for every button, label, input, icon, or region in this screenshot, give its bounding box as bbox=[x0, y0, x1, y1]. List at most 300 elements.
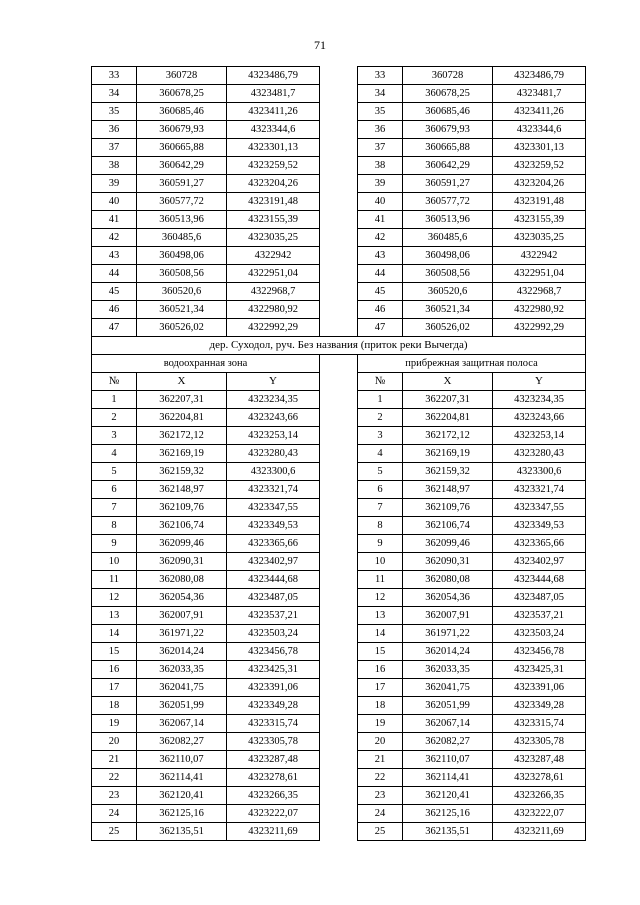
right-y-coordinate: 4323503,24 bbox=[493, 625, 586, 643]
column-gap bbox=[320, 517, 358, 535]
left-y-coordinate: 4323266,35 bbox=[227, 787, 320, 805]
column-gap bbox=[320, 427, 358, 445]
header-number: № bbox=[92, 373, 137, 391]
right-x-coordinate: 362114,41 bbox=[403, 769, 493, 787]
right-point-number: 17 bbox=[358, 679, 403, 697]
left-point-number: 16 bbox=[92, 661, 137, 679]
left-point-number: 40 bbox=[92, 193, 137, 211]
left-point-number: 39 bbox=[92, 175, 137, 193]
left-y-coordinate: 4323344,6 bbox=[227, 121, 320, 139]
left-zone-title: водоохранная зона bbox=[92, 355, 320, 373]
right-point-number: 41 bbox=[358, 211, 403, 229]
left-point-number: 1 bbox=[92, 391, 137, 409]
right-x-coordinate: 362082,27 bbox=[403, 733, 493, 751]
left-x-coordinate: 362110,07 bbox=[137, 751, 227, 769]
left-point-number: 15 bbox=[92, 643, 137, 661]
right-x-coordinate: 360591,27 bbox=[403, 175, 493, 193]
table-row bbox=[92, 787, 586, 805]
right-x-coordinate: 360521,34 bbox=[403, 301, 493, 319]
right-y-coordinate: 4322980,92 bbox=[493, 301, 586, 319]
left-x-coordinate: 362135,51 bbox=[137, 823, 227, 841]
left-y-coordinate: 4323349,28 bbox=[227, 697, 320, 715]
right-y-coordinate: 4323259,52 bbox=[493, 157, 586, 175]
right-y-coordinate: 4323315,74 bbox=[493, 715, 586, 733]
right-point-number: 1 bbox=[358, 391, 403, 409]
right-x-coordinate: 360508,56 bbox=[403, 265, 493, 283]
header-x: X bbox=[137, 373, 227, 391]
left-y-coordinate: 4323425,31 bbox=[227, 661, 320, 679]
right-point-number: 38 bbox=[358, 157, 403, 175]
page-number: 71 bbox=[314, 38, 326, 52]
right-x-coordinate: 362120,41 bbox=[403, 787, 493, 805]
right-y-coordinate: 4323305,78 bbox=[493, 733, 586, 751]
table-row bbox=[92, 625, 586, 643]
right-point-number: 35 bbox=[358, 103, 403, 121]
right-point-number: 18 bbox=[358, 697, 403, 715]
right-y-coordinate: 4323444,68 bbox=[493, 571, 586, 589]
right-y-coordinate: 4323204,26 bbox=[493, 175, 586, 193]
right-y-coordinate: 4323344,6 bbox=[493, 121, 586, 139]
left-x-coordinate: 360642,29 bbox=[137, 157, 227, 175]
left-x-coordinate: 362120,41 bbox=[137, 787, 227, 805]
column-gap bbox=[320, 571, 358, 589]
left-y-coordinate: 4323537,21 bbox=[227, 607, 320, 625]
left-y-coordinate: 4323481,7 bbox=[227, 85, 320, 103]
table-row bbox=[92, 463, 586, 481]
column-gap bbox=[320, 355, 358, 373]
left-y-coordinate: 4323301,13 bbox=[227, 139, 320, 157]
left-x-coordinate: 362007,91 bbox=[137, 607, 227, 625]
header-y: Y bbox=[227, 373, 320, 391]
left-point-number: 7 bbox=[92, 499, 137, 517]
left-x-coordinate: 362169,19 bbox=[137, 445, 227, 463]
right-y-coordinate: 4323191,48 bbox=[493, 193, 586, 211]
right-x-coordinate: 360485,6 bbox=[403, 229, 493, 247]
table-row bbox=[92, 769, 586, 787]
left-point-number: 35 bbox=[92, 103, 137, 121]
left-y-coordinate: 4323155,39 bbox=[227, 211, 320, 229]
left-x-coordinate: 362082,27 bbox=[137, 733, 227, 751]
right-point-number: 15 bbox=[358, 643, 403, 661]
left-x-coordinate: 362204,81 bbox=[137, 409, 227, 427]
table-row bbox=[92, 751, 586, 769]
left-y-coordinate: 4323444,68 bbox=[227, 571, 320, 589]
column-gap bbox=[320, 535, 358, 553]
right-x-coordinate: 360498,06 bbox=[403, 247, 493, 265]
left-y-coordinate: 4323503,24 bbox=[227, 625, 320, 643]
table-row bbox=[92, 679, 586, 697]
right-y-coordinate: 4323425,31 bbox=[493, 661, 586, 679]
table-row bbox=[92, 409, 586, 427]
table-row bbox=[92, 535, 586, 553]
column-gap bbox=[320, 805, 358, 823]
left-y-coordinate: 4323365,66 bbox=[227, 535, 320, 553]
column-gap bbox=[320, 103, 358, 121]
column-gap bbox=[320, 157, 358, 175]
table-row bbox=[92, 823, 586, 841]
right-x-coordinate: 362080,08 bbox=[403, 571, 493, 589]
left-y-coordinate: 4323402,97 bbox=[227, 553, 320, 571]
column-gap bbox=[320, 391, 358, 409]
left-x-coordinate: 362159,32 bbox=[137, 463, 227, 481]
left-y-coordinate: 4323211,69 bbox=[227, 823, 320, 841]
table-row bbox=[92, 715, 586, 733]
left-point-number: 6 bbox=[92, 481, 137, 499]
right-x-coordinate: 362054,36 bbox=[403, 589, 493, 607]
right-y-coordinate: 4323280,43 bbox=[493, 445, 586, 463]
left-y-coordinate: 4323278,61 bbox=[227, 769, 320, 787]
table-row bbox=[92, 481, 586, 499]
right-x-coordinate: 362207,31 bbox=[403, 391, 493, 409]
right-x-coordinate: 360685,46 bbox=[403, 103, 493, 121]
left-point-number: 20 bbox=[92, 733, 137, 751]
table-row bbox=[92, 427, 586, 445]
left-x-coordinate: 362148,97 bbox=[137, 481, 227, 499]
left-point-number: 18 bbox=[92, 697, 137, 715]
left-x-coordinate: 362033,35 bbox=[137, 661, 227, 679]
left-point-number: 4 bbox=[92, 445, 137, 463]
right-x-coordinate: 360520,6 bbox=[403, 283, 493, 301]
right-x-coordinate: 362033,35 bbox=[403, 661, 493, 679]
right-y-coordinate: 4323481,7 bbox=[493, 85, 586, 103]
left-point-number: 37 bbox=[92, 139, 137, 157]
table-row bbox=[92, 175, 586, 193]
left-y-coordinate: 4323280,43 bbox=[227, 445, 320, 463]
right-y-coordinate: 4323537,21 bbox=[493, 607, 586, 625]
right-x-coordinate: 362051,99 bbox=[403, 697, 493, 715]
right-point-number: 24 bbox=[358, 805, 403, 823]
left-point-number: 14 bbox=[92, 625, 137, 643]
right-x-coordinate: 362125,16 bbox=[403, 805, 493, 823]
left-x-coordinate: 360485,6 bbox=[137, 229, 227, 247]
left-point-number: 9 bbox=[92, 535, 137, 553]
left-point-number: 47 bbox=[92, 319, 137, 337]
right-point-number: 14 bbox=[358, 625, 403, 643]
right-point-number: 40 bbox=[358, 193, 403, 211]
column-gap bbox=[320, 679, 358, 697]
left-x-coordinate: 360508,56 bbox=[137, 265, 227, 283]
right-x-coordinate: 362067,14 bbox=[403, 715, 493, 733]
column-gap bbox=[320, 229, 358, 247]
left-point-number: 33 bbox=[92, 67, 137, 85]
table-row bbox=[92, 211, 586, 229]
right-point-number: 25 bbox=[358, 823, 403, 841]
column-gap bbox=[320, 697, 358, 715]
right-y-coordinate: 4323349,28 bbox=[493, 697, 586, 715]
right-point-number: 16 bbox=[358, 661, 403, 679]
left-x-coordinate: 362114,41 bbox=[137, 769, 227, 787]
column-gap bbox=[320, 247, 358, 265]
left-point-number: 44 bbox=[92, 265, 137, 283]
right-point-number: 34 bbox=[358, 85, 403, 103]
left-y-coordinate: 4323259,52 bbox=[227, 157, 320, 175]
table-row bbox=[92, 67, 586, 85]
left-point-number: 36 bbox=[92, 121, 137, 139]
left-x-coordinate: 362172,12 bbox=[137, 427, 227, 445]
table-row bbox=[92, 733, 586, 751]
table-row bbox=[92, 499, 586, 517]
right-x-coordinate: 362135,51 bbox=[403, 823, 493, 841]
table-row bbox=[92, 445, 586, 463]
right-point-number: 6 bbox=[358, 481, 403, 499]
left-x-coordinate: 362054,36 bbox=[137, 589, 227, 607]
left-point-number: 46 bbox=[92, 301, 137, 319]
right-x-coordinate: 360728 bbox=[403, 67, 493, 85]
left-y-coordinate: 4323349,53 bbox=[227, 517, 320, 535]
right-y-coordinate: 4323321,74 bbox=[493, 481, 586, 499]
left-point-number: 13 bbox=[92, 607, 137, 625]
column-gap bbox=[320, 589, 358, 607]
left-y-coordinate: 4323234,35 bbox=[227, 391, 320, 409]
left-x-coordinate: 360520,6 bbox=[137, 283, 227, 301]
column-gap bbox=[320, 769, 358, 787]
header-y: Y bbox=[493, 373, 586, 391]
table-row bbox=[92, 391, 586, 409]
left-x-coordinate: 360521,34 bbox=[137, 301, 227, 319]
right-x-coordinate: 362041,75 bbox=[403, 679, 493, 697]
right-x-coordinate: 362159,32 bbox=[403, 463, 493, 481]
right-x-coordinate: 362169,19 bbox=[403, 445, 493, 463]
right-x-coordinate: 360526,02 bbox=[403, 319, 493, 337]
left-point-number: 43 bbox=[92, 247, 137, 265]
right-point-number: 37 bbox=[358, 139, 403, 157]
column-gap bbox=[320, 319, 358, 337]
left-x-coordinate: 360728 bbox=[137, 67, 227, 85]
left-x-coordinate: 360577,72 bbox=[137, 193, 227, 211]
section-header bbox=[92, 337, 586, 391]
section-rows bbox=[92, 391, 586, 841]
right-y-coordinate: 4323211,69 bbox=[493, 823, 586, 841]
right-point-number: 8 bbox=[358, 517, 403, 535]
left-point-number: 11 bbox=[92, 571, 137, 589]
column-gap bbox=[320, 499, 358, 517]
right-y-coordinate: 4323300,6 bbox=[493, 463, 586, 481]
left-y-coordinate: 4323287,48 bbox=[227, 751, 320, 769]
left-y-coordinate: 4323321,74 bbox=[227, 481, 320, 499]
right-y-coordinate: 4323301,13 bbox=[493, 139, 586, 157]
right-y-coordinate: 4323243,66 bbox=[493, 409, 586, 427]
right-x-coordinate: 360513,96 bbox=[403, 211, 493, 229]
column-gap bbox=[320, 265, 358, 283]
right-point-number: 5 bbox=[358, 463, 403, 481]
right-point-number: 43 bbox=[358, 247, 403, 265]
left-point-number: 17 bbox=[92, 679, 137, 697]
column-gap bbox=[320, 463, 358, 481]
right-point-number: 45 bbox=[358, 283, 403, 301]
left-y-coordinate: 4322942 bbox=[227, 247, 320, 265]
column-gap bbox=[320, 643, 358, 661]
left-x-coordinate: 360498,06 bbox=[137, 247, 227, 265]
right-x-coordinate: 362007,91 bbox=[403, 607, 493, 625]
right-y-coordinate: 4323391,06 bbox=[493, 679, 586, 697]
left-y-coordinate: 4323300,6 bbox=[227, 463, 320, 481]
left-point-number: 38 bbox=[92, 157, 137, 175]
left-y-coordinate: 4323411,26 bbox=[227, 103, 320, 121]
right-x-coordinate: 362099,46 bbox=[403, 535, 493, 553]
right-y-coordinate: 4322968,7 bbox=[493, 283, 586, 301]
left-x-coordinate: 360526,02 bbox=[137, 319, 227, 337]
left-x-coordinate: 362014,24 bbox=[137, 643, 227, 661]
column-gap bbox=[320, 751, 358, 769]
column-gap bbox=[320, 787, 358, 805]
right-y-coordinate: 4323349,53 bbox=[493, 517, 586, 535]
left-point-number: 5 bbox=[92, 463, 137, 481]
right-point-number: 23 bbox=[358, 787, 403, 805]
right-x-coordinate: 360665,88 bbox=[403, 139, 493, 157]
column-gap bbox=[320, 553, 358, 571]
table-row bbox=[92, 85, 586, 103]
left-x-coordinate: 362041,75 bbox=[137, 679, 227, 697]
right-x-coordinate: 362110,07 bbox=[403, 751, 493, 769]
left-y-coordinate: 4323487,05 bbox=[227, 589, 320, 607]
left-x-coordinate: 362125,16 bbox=[137, 805, 227, 823]
right-y-coordinate: 4323253,14 bbox=[493, 427, 586, 445]
section-title: дер. Суходол, руч. Без названия (приток реки Вычегда) bbox=[92, 337, 586, 355]
left-x-coordinate: 362090,31 bbox=[137, 553, 227, 571]
right-y-coordinate: 4323411,26 bbox=[493, 103, 586, 121]
column-gap bbox=[320, 373, 358, 391]
column-gap bbox=[320, 283, 358, 301]
right-y-coordinate: 4323456,78 bbox=[493, 643, 586, 661]
right-y-coordinate: 4323278,61 bbox=[493, 769, 586, 787]
column-gap bbox=[320, 733, 358, 751]
right-point-number: 11 bbox=[358, 571, 403, 589]
left-x-coordinate: 360591,27 bbox=[137, 175, 227, 193]
column-gap bbox=[320, 175, 358, 193]
left-y-coordinate: 4323347,55 bbox=[227, 499, 320, 517]
right-x-coordinate: 362090,31 bbox=[403, 553, 493, 571]
right-y-coordinate: 4323347,55 bbox=[493, 499, 586, 517]
left-y-coordinate: 4323035,25 bbox=[227, 229, 320, 247]
left-y-coordinate: 4323191,48 bbox=[227, 193, 320, 211]
left-x-coordinate: 362106,74 bbox=[137, 517, 227, 535]
table-row bbox=[92, 553, 586, 571]
left-x-coordinate: 360685,46 bbox=[137, 103, 227, 121]
column-gap bbox=[320, 661, 358, 679]
column-gap bbox=[320, 67, 358, 85]
right-point-number: 4 bbox=[358, 445, 403, 463]
right-x-coordinate: 362014,24 bbox=[403, 643, 493, 661]
left-x-coordinate: 362109,76 bbox=[137, 499, 227, 517]
left-point-number: 22 bbox=[92, 769, 137, 787]
table-row bbox=[92, 607, 586, 625]
right-point-number: 33 bbox=[358, 67, 403, 85]
right-x-coordinate: 362109,76 bbox=[403, 499, 493, 517]
table-row bbox=[92, 661, 586, 679]
right-point-number: 2 bbox=[358, 409, 403, 427]
table-row bbox=[92, 157, 586, 175]
left-x-coordinate: 360678,25 bbox=[137, 85, 227, 103]
table-row bbox=[92, 643, 586, 661]
right-point-number: 46 bbox=[358, 301, 403, 319]
table-row bbox=[92, 265, 586, 283]
column-gap bbox=[320, 121, 358, 139]
left-point-number: 3 bbox=[92, 427, 137, 445]
left-y-coordinate: 4323204,26 bbox=[227, 175, 320, 193]
left-y-coordinate: 4323222,07 bbox=[227, 805, 320, 823]
left-y-coordinate: 4322992,29 bbox=[227, 319, 320, 337]
column-gap bbox=[320, 409, 358, 427]
right-x-coordinate: 362172,12 bbox=[403, 427, 493, 445]
right-y-coordinate: 4323155,39 bbox=[493, 211, 586, 229]
right-x-coordinate: 361971,22 bbox=[403, 625, 493, 643]
left-y-coordinate: 4323315,74 bbox=[227, 715, 320, 733]
left-x-coordinate: 362080,08 bbox=[137, 571, 227, 589]
left-y-coordinate: 4323243,66 bbox=[227, 409, 320, 427]
table-row bbox=[92, 247, 586, 265]
right-y-coordinate: 4323234,35 bbox=[493, 391, 586, 409]
left-point-number: 41 bbox=[92, 211, 137, 229]
left-y-coordinate: 4323391,06 bbox=[227, 679, 320, 697]
right-y-coordinate: 4323365,66 bbox=[493, 535, 586, 553]
left-x-coordinate: 360679,93 bbox=[137, 121, 227, 139]
table-row bbox=[92, 283, 586, 301]
left-point-number: 2 bbox=[92, 409, 137, 427]
right-y-coordinate: 4322992,29 bbox=[493, 319, 586, 337]
right-point-number: 19 bbox=[358, 715, 403, 733]
table-row bbox=[92, 319, 586, 337]
right-point-number: 7 bbox=[358, 499, 403, 517]
left-x-coordinate: 362067,14 bbox=[137, 715, 227, 733]
left-y-coordinate: 4322951,04 bbox=[227, 265, 320, 283]
header-number: № bbox=[358, 373, 403, 391]
left-point-number: 19 bbox=[92, 715, 137, 733]
left-x-coordinate: 362099,46 bbox=[137, 535, 227, 553]
right-point-number: 3 bbox=[358, 427, 403, 445]
left-y-coordinate: 4323305,78 bbox=[227, 733, 320, 751]
coordinates-table bbox=[91, 66, 586, 841]
left-point-number: 45 bbox=[92, 283, 137, 301]
header-x: X bbox=[403, 373, 493, 391]
right-point-number: 20 bbox=[358, 733, 403, 751]
table-row bbox=[92, 193, 586, 211]
left-x-coordinate: 362051,99 bbox=[137, 697, 227, 715]
right-x-coordinate: 360678,25 bbox=[403, 85, 493, 103]
left-point-number: 34 bbox=[92, 85, 137, 103]
column-gap bbox=[320, 823, 358, 841]
right-point-number: 44 bbox=[358, 265, 403, 283]
column-gap bbox=[320, 625, 358, 643]
right-point-number: 10 bbox=[358, 553, 403, 571]
left-point-number: 42 bbox=[92, 229, 137, 247]
table-row bbox=[92, 121, 586, 139]
left-x-coordinate: 360513,96 bbox=[137, 211, 227, 229]
left-y-coordinate: 4323456,78 bbox=[227, 643, 320, 661]
right-point-number: 12 bbox=[358, 589, 403, 607]
right-y-coordinate: 4323487,05 bbox=[493, 589, 586, 607]
right-point-number: 36 bbox=[358, 121, 403, 139]
right-point-number: 47 bbox=[358, 319, 403, 337]
table-row bbox=[92, 301, 586, 319]
right-y-coordinate: 4323287,48 bbox=[493, 751, 586, 769]
right-point-number: 22 bbox=[358, 769, 403, 787]
left-y-coordinate: 4322980,92 bbox=[227, 301, 320, 319]
right-y-coordinate: 4323266,35 bbox=[493, 787, 586, 805]
right-x-coordinate: 362204,81 bbox=[403, 409, 493, 427]
left-x-coordinate: 360665,88 bbox=[137, 139, 227, 157]
right-point-number: 9 bbox=[358, 535, 403, 553]
right-x-coordinate: 360679,93 bbox=[403, 121, 493, 139]
right-point-number: 21 bbox=[358, 751, 403, 769]
left-y-coordinate: 4322968,7 bbox=[227, 283, 320, 301]
right-x-coordinate: 360577,72 bbox=[403, 193, 493, 211]
left-x-coordinate: 362207,31 bbox=[137, 391, 227, 409]
column-gap bbox=[320, 481, 358, 499]
table-row bbox=[92, 139, 586, 157]
table-row bbox=[92, 589, 586, 607]
left-x-coordinate: 361971,22 bbox=[137, 625, 227, 643]
left-point-number: 8 bbox=[92, 517, 137, 535]
